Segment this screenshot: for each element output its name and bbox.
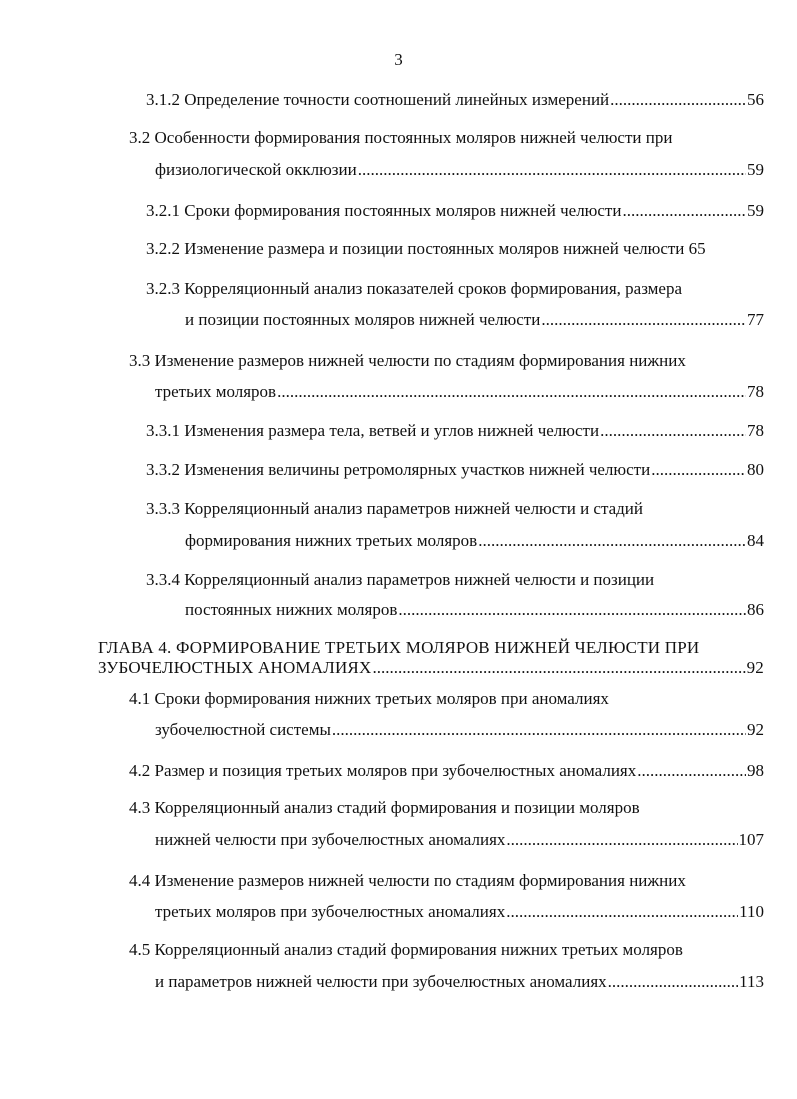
toc-entry-title: третьих моляров при зубочелюстных аномалиях bbox=[155, 902, 506, 921]
toc-entry-3-3 bbox=[155, 382, 764, 402]
leader-dots bbox=[608, 972, 738, 992]
leader-dots bbox=[637, 761, 746, 781]
toc-entry-4-4 bbox=[155, 902, 764, 922]
toc-entry-title: третьих моляров bbox=[155, 382, 277, 401]
toc-entry-title: 4.2 Размер и позиция третьих моляров при зубочелюстных аномалиях bbox=[129, 761, 637, 780]
toc-entry-page: 78 bbox=[747, 382, 764, 401]
toc-entry-title: зубочелюстной системы bbox=[155, 720, 331, 739]
toc-entry-page: 80 bbox=[747, 460, 764, 479]
toc-entry-title: формирования нижних третьих моляров bbox=[185, 531, 478, 550]
toc-entry-3-2-line1: 3.2 Особенности формирования постоянных моляров нижней челюсти при bbox=[129, 128, 673, 147]
toc-entry-page: 92 bbox=[746, 658, 764, 677]
toc-entry-3-2-1 bbox=[146, 201, 764, 221]
leader-dots bbox=[600, 421, 746, 441]
toc-entry-title: нижней челюсти при зубочелюстных аномалиях bbox=[155, 830, 506, 849]
toc-entry-4-1 bbox=[155, 720, 764, 740]
toc-entry-3-3-2 bbox=[146, 460, 764, 480]
toc-entry-3-1-2 bbox=[146, 90, 764, 110]
toc-entry-4-3 bbox=[155, 830, 764, 850]
toc-entry-3-2-3-line1: 3.2.3 Корреляционный анализ показателей сроков формирования, размера bbox=[146, 279, 683, 298]
chapter-4-heading-line1: ГЛАВА 4. ФОРМИРОВАНИЕ ТРЕТЬИХ МОЛЯРОВ НИЖНЕЙ ЧЕЛЮСТИ ПРИ bbox=[98, 638, 700, 657]
toc-entry-title: 3.2.2 Изменение размера и позиции постоянных моляров нижней челюсти bbox=[146, 239, 685, 258]
leader-dots bbox=[622, 201, 746, 221]
toc-entry-4-3-line1: 4.3 Корреляционный анализ стадий формирования и позиции моляров bbox=[129, 798, 640, 817]
toc-entry-page: 92 bbox=[747, 720, 764, 739]
toc-entry-3-3-1 bbox=[146, 421, 764, 441]
toc-entry-title: и параметров нижней челюсти при зубочелюстных аномалиях bbox=[155, 972, 607, 991]
toc-entry-page: 110 bbox=[739, 902, 764, 921]
toc-entry-title: 3.3.2 Изменения величины ретромолярных участков нижней челюсти bbox=[146, 460, 651, 479]
toc-entry-3-2 bbox=[155, 160, 764, 180]
leader-dots bbox=[372, 658, 745, 678]
leader-dots bbox=[398, 600, 746, 620]
leader-dots bbox=[610, 90, 746, 110]
toc-entry-4-4-line1: 4.4 Изменение размеров нижней челюсти по стадиям формирования нижних bbox=[129, 871, 686, 890]
toc-entry-4-5 bbox=[155, 972, 764, 992]
toc-entry-page: 65 bbox=[688, 239, 706, 258]
toc-entry-title: и позиции постоянных моляров нижней челюсти bbox=[185, 310, 541, 329]
toc-entry-4-5-line1: 4.5 Корреляционный анализ стадий формирования нижних третьих моляров bbox=[129, 940, 683, 959]
toc-entry-3-3-3 bbox=[185, 531, 764, 551]
leader-dots bbox=[358, 160, 746, 180]
toc-entry-page: 98 bbox=[747, 761, 764, 780]
toc-entry-4-1-line1: 4.1 Сроки формирования нижних третьих моляров при аномалиях bbox=[129, 689, 609, 708]
toc-entry-4-2 bbox=[129, 761, 764, 781]
toc-entry-page: 78 bbox=[747, 421, 764, 440]
leader-dots bbox=[651, 460, 746, 480]
toc-entry-3-3-3-line1: 3.3.3 Корреляционный анализ параметров нижней челюсти и стадий bbox=[146, 499, 643, 518]
toc-entry-page: 59 bbox=[747, 201, 764, 220]
leader-dots bbox=[478, 531, 746, 551]
toc-entry-page: 77 bbox=[747, 310, 764, 329]
toc-entry-title: постоянных нижних моляров bbox=[185, 600, 398, 619]
leader-dots bbox=[332, 720, 746, 740]
toc-entry-page: 59 bbox=[747, 160, 764, 179]
toc-entry-3-2-2 bbox=[146, 239, 706, 259]
toc-entry-3-3-4 bbox=[185, 600, 764, 620]
toc-entry-title: 3.2.1 Сроки формирования постоянных моляров нижней челюсти bbox=[146, 201, 622, 220]
leader-dots bbox=[541, 310, 746, 330]
toc-entry-chapter-4 bbox=[98, 658, 764, 678]
toc-entry-page: 86 bbox=[747, 600, 764, 619]
toc-entry-3-3-4-line1: 3.3.4 Корреляционный анализ параметров нижней челюсти и позиции bbox=[146, 570, 655, 589]
toc-entry-title: ЗУБОЧЕЛЮСТНЫХ АНОМАЛИЯХ bbox=[98, 658, 372, 677]
toc-entry-3-3-line1: 3.3 Изменение размеров нижней челюсти по стадиям формирования нижних bbox=[129, 351, 686, 370]
toc-entry-3-2-3 bbox=[185, 310, 764, 330]
toc-entry-title: 3.3.1 Изменения размера тела, ветвей и углов нижней челюсти bbox=[146, 421, 600, 440]
leader-dots bbox=[277, 382, 746, 402]
toc-entry-page: 84 bbox=[747, 531, 764, 550]
leader-dots bbox=[506, 830, 737, 850]
toc-entry-title: 3.1.2 Определение точности соотношений линейных измерений bbox=[146, 90, 610, 109]
toc-entry-page: 107 bbox=[738, 830, 764, 849]
leader-dots bbox=[506, 902, 738, 922]
toc-entry-page: 113 bbox=[739, 972, 764, 991]
toc-entry-page: 56 bbox=[747, 90, 764, 109]
toc-entry-title: физиологической окклюзии bbox=[155, 160, 357, 179]
page-number: 3 bbox=[394, 50, 403, 69]
